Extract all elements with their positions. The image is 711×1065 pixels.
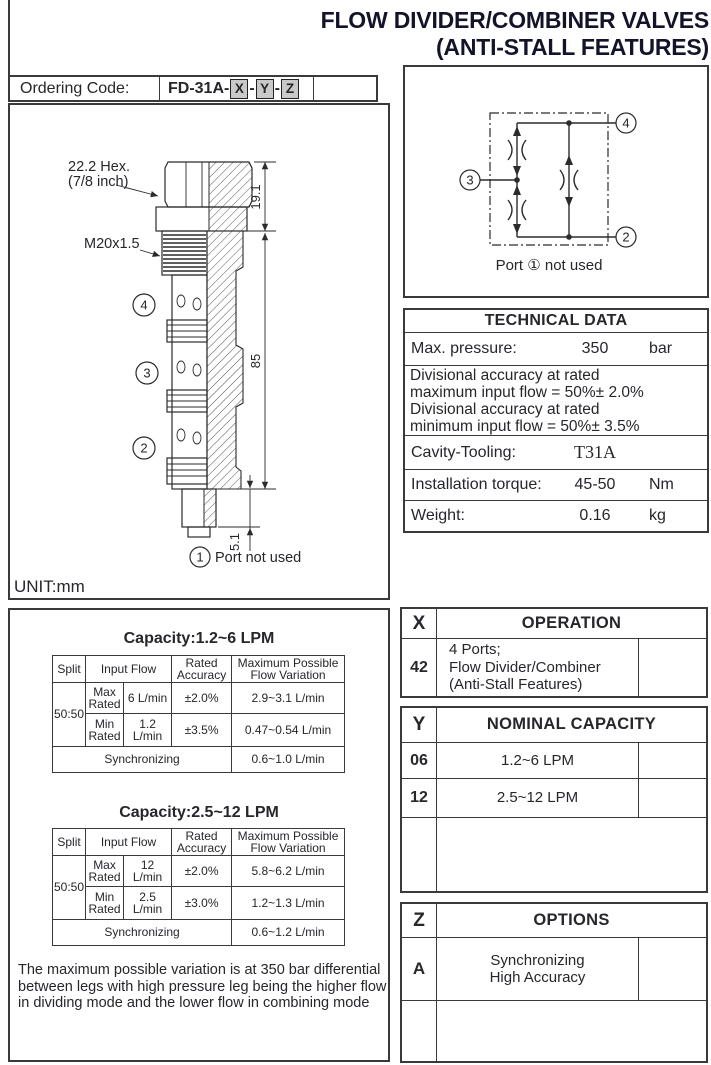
cell-synchronizing-value: 0.6~1.0 L/min [232,747,345,773]
operation-desc [437,639,638,696]
header-line: Maximum Possible [237,828,339,843]
nominal-capacity-table [400,706,708,893]
options-empty-row [402,1000,706,1061]
weight-row [405,501,707,531]
options-title: OPTIONS [533,910,610,929]
cell-min-rated [86,887,124,920]
cell-line: Max [93,684,116,699]
header-flow-variation [232,656,345,683]
empty-desc-cell [437,1001,706,1061]
desc-line: 1.2~6 LPM [501,751,574,769]
schematic-boundary [490,113,608,245]
cell-max-accuracy: ±2.0% [172,856,232,887]
header-flow-variation [232,829,345,856]
empty-key-cell [402,1001,437,1061]
dim-85-label: 85 [248,353,263,369]
operation-code-42: 42 [402,639,437,696]
desc-line: (Anti-Stall Features) [449,676,583,694]
cell-max-accuracy: ±2.0% [172,683,232,714]
capacity-table-1-title: Capacity:1.2~6 LPM [123,630,275,647]
sleeve-section-hatch [207,231,243,489]
cross-hole [177,361,185,373]
cell-max-rated [86,683,124,714]
accuracy-line: Divisional accuracy at rated [410,367,600,384]
cavity-tooling-label: Cavity-Tooling: [411,443,516,461]
technical-data-title: TECHNICAL DATA [405,310,707,333]
nose-hatch [204,489,216,527]
thread-lines [163,235,206,271]
ordering-code-x: X [230,79,248,99]
cross-hole [193,364,201,376]
operation-empty-cell [638,639,706,696]
page-title [321,7,709,61]
nominal-capacity-key: Y [402,708,437,742]
page-edge-line [8,0,10,76]
junction-dot [514,177,520,183]
cell-min-rated [86,714,124,747]
operation-key: X [402,609,437,638]
port-2-number: 2 [140,440,148,456]
header-line: Flow Variation [250,841,326,855]
header-input-flow: Input Flow [86,656,172,683]
capacity-empty-cell [638,779,706,817]
schematic-box [403,65,709,298]
options-key: Z [402,904,437,937]
cell-min-flow: 1.2 L/min [124,714,172,747]
cell-line: Min [94,716,115,731]
capacity-table-2 [52,828,345,946]
cell-line: Max [93,857,116,872]
nominal-capacity-row-12 [402,778,706,817]
groove-lines [167,464,207,476]
ordering-code-strip [8,75,378,102]
cell-min-accuracy: ±3.5% [172,714,232,747]
cell-min-accuracy: ±3.0% [172,887,232,920]
hex-head-section-hatch [209,162,252,207]
hydraulic-schematic [405,67,707,296]
schematic-port-4-number: 4 [622,115,630,131]
installation-torque-label: Installation torque: [411,476,542,493]
accuracy-line: maximum input flow = 50%± 2.0% [410,384,644,401]
port-1-number: 1 [196,549,204,565]
options-row-a [402,937,706,1000]
header-input-flow: Input Flow [86,829,172,856]
hex-leader-arrow [116,185,158,196]
header-line: Accuracy [176,668,227,682]
port-3-number: 3 [143,365,151,381]
cell-max-rated [86,856,124,887]
desc-line: 4 Ports; [449,641,501,659]
capacity-empty-cell [638,743,706,778]
header-rated-accuracy [172,656,232,683]
page-title-line1: FLOW DIVIDER/COMBINER VALVES [320,7,709,33]
divisional-accuracy-row [405,366,707,436]
variation-note: The maximum possible variation is at 350 bar differential between legs with high pressure leg being the higher flow in dividing mode and the lower flow in combining mode [18,962,387,1011]
capacity-box [8,608,390,1062]
header-line: Rated [185,655,218,670]
header-split: Split [53,656,86,683]
operation-header-row [402,609,706,638]
cross-hole [193,298,201,310]
junction-dot [566,234,572,240]
desc-line: Flow Divider/Combiner [449,658,601,676]
options-header-row [402,904,706,937]
cell-split-ratio: 50:50 [53,683,86,747]
max-pressure-unit: bar [649,340,673,357]
header-line: Maximum Possible [237,655,339,670]
flange-hatch [209,207,247,231]
ordering-code-z: Z [281,79,299,99]
cell-min-variation: 1.2~1.3 L/min [232,887,345,920]
nominal-capacity-header-row [402,708,706,742]
accuracy-line: minimum input flow = 50%± 3.5% [410,418,640,435]
cell-max-flow: 12 L/min [124,856,172,887]
valve-body [172,275,207,489]
groove-lines [167,395,207,407]
ordering-code-sep1: - [249,79,255,97]
page-title-line2: (ANTI-STALL FEATURES) [435,34,709,60]
cross-hole [177,295,185,307]
operation-row-42 [402,638,706,696]
cell-line: Rated [88,697,121,711]
dim-19-1-label: 19.1 [248,184,263,210]
nominal-capacity-title: NOMINAL CAPACITY [486,715,657,734]
options-table [400,902,708,1063]
hex-size-label-line1: 22.2 Hex. [68,159,131,175]
cavity-tooling-row [405,436,707,470]
capacity-table-2-title: Capacity:2.5~12 LPM [119,804,279,821]
cell-line: Rated [88,729,121,743]
desc-line: Synchronizing [490,951,585,969]
cell-synchronizing-label: Synchronizing [53,747,232,773]
nominal-capacity-empty-row [402,817,706,891]
weight-unit: kg [649,507,666,524]
empty-desc-cell [437,818,706,891]
cell-min-flow: 2.5 L/min [124,887,172,920]
cell-synchronizing-value: 0.6~1.2 L/min [232,920,345,946]
cavity-tooling-value: T31A [574,442,616,462]
cell-line: Rated [88,870,121,884]
cell-max-variation: 5.8~6.2 L/min [232,856,345,887]
capacity-table-1 [52,655,345,773]
cell-min-variation: 0.47~0.54 L/min [232,714,345,747]
cell-split-ratio: 50:50 [53,856,86,920]
cross-hole [177,429,185,441]
accuracy-line: Divisional accuracy at rated [410,401,600,418]
cell-line: Rated [88,902,121,916]
capacity-desc-12 [437,779,638,817]
thread-section [162,231,207,275]
operation-table [400,607,708,698]
port-1-note: Port not used [215,550,302,566]
empty-key-cell [402,818,437,891]
header-split: Split [53,829,86,856]
desc-line: High Accuracy [489,969,586,986]
ordering-code-empty-cell [314,77,376,100]
header-line: Rated [185,828,218,843]
valve-tip [188,527,210,537]
port-4-number: 4 [140,297,148,313]
schematic-lines [480,123,616,237]
schematic-note: Port ① not used [495,257,603,274]
installation-torque-value: 45-50 [574,476,616,493]
options-code-a: A [402,938,437,1000]
max-pressure-row [405,333,707,366]
options-desc-a [437,938,638,1000]
thread-leader-arrow [140,250,160,256]
ordering-code-y: Y [256,79,274,99]
cell-max-flow: 6 L/min [124,683,172,714]
cell-synchronizing-label: Synchronizing [53,920,232,946]
nominal-capacity-row-06 [402,742,706,778]
weight-value: 0.16 [579,507,611,524]
junction-dot [566,120,572,126]
ordering-code-prefix: FD-31A- [168,79,230,97]
capacity-code-12: 12 [402,779,437,817]
max-pressure-value: 350 [581,340,609,357]
operation-title: OPERATION [521,613,622,632]
cell-line: Min [94,889,115,904]
options-empty-cell [638,938,706,1000]
schematic-port-3-number: 3 [466,172,474,188]
header-line: Accuracy [176,841,227,855]
technical-data-box [403,308,709,533]
ordering-code-value [160,77,314,100]
max-pressure-label: Max. pressure: [411,340,517,357]
installation-torque-row [405,470,707,501]
cross-hole [193,432,201,444]
capacity-code-06: 06 [402,743,437,778]
unit-label: UNIT:mm [14,577,85,596]
header-rated-accuracy [172,829,232,856]
desc-line: 2.5~12 LPM [496,789,579,807]
groove-lines [167,325,207,337]
ordering-code-label: Ordering Code: [10,77,160,100]
thread-size-label: M20x1.5 [84,236,140,252]
ordering-code-sep2: - [274,79,280,97]
dim-5-1-label: 5.1 [227,532,242,552]
valve-drawing-box [8,103,390,600]
weight-label: Weight: [411,507,465,524]
capacity-desc-06 [437,743,638,778]
valve-cross-section-drawing [10,105,388,598]
header-line: Flow Variation [250,668,326,682]
groove-band [167,458,207,484]
installation-torque-unit: Nm [649,476,674,493]
hex-size-label-line2: (7/8 inch) [68,174,129,190]
cell-max-variation: 2.9~3.1 L/min [232,683,345,714]
schematic-port-2-number: 2 [622,229,630,245]
